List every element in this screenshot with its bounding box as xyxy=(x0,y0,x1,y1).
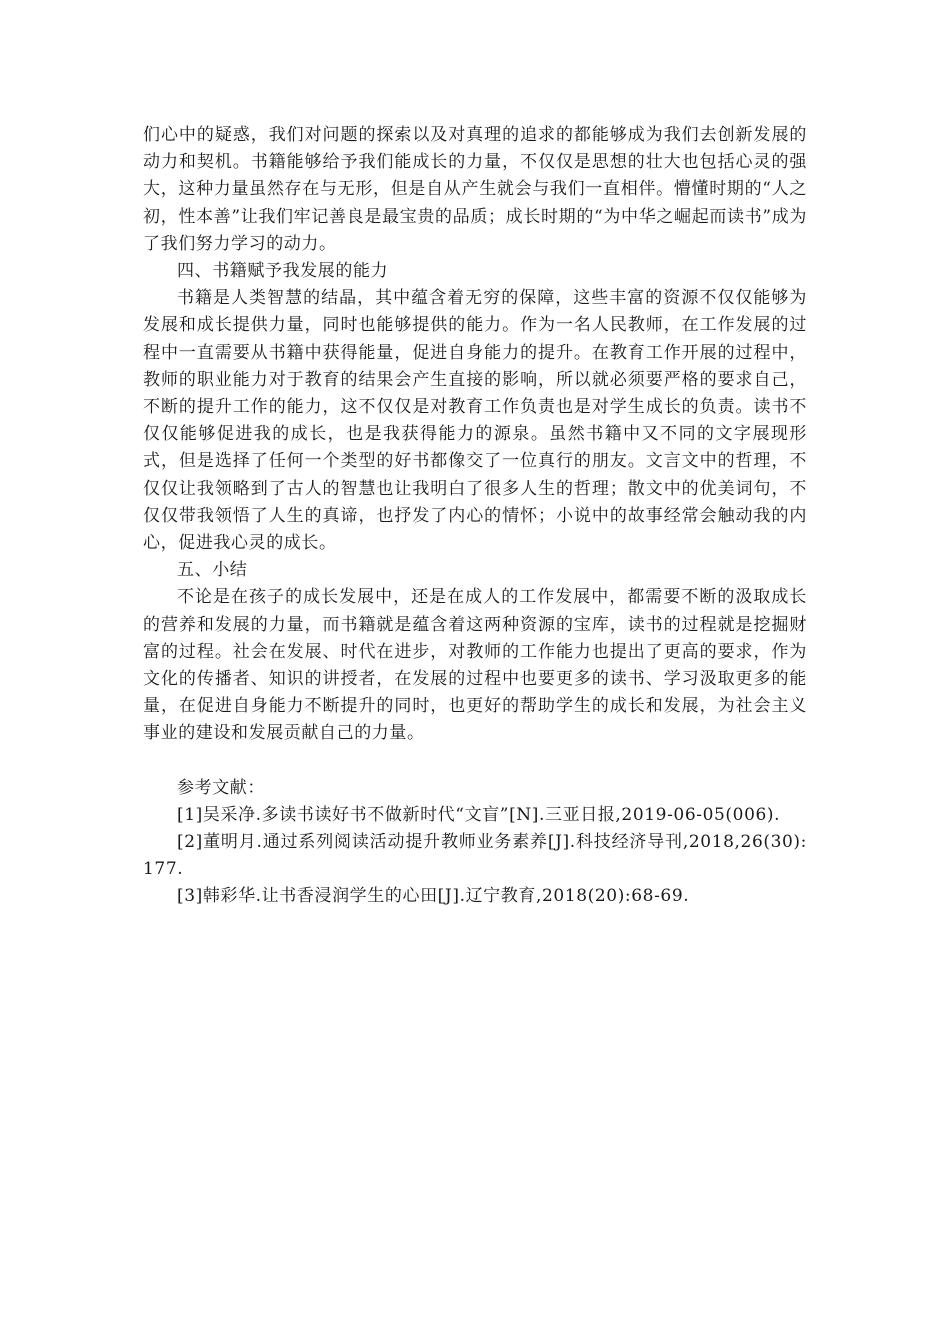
reference-item-1: [1]吴采净.多读书读好书不做新时代“文盲”[N].三亚日报,2019-06-05(006). xyxy=(177,804,781,825)
body-paragraph-summary: 不论是在孩子的成长发展中，还是在成人的工作发展中，都需要不断的汲取成长的营养和发展的力量，而书籍就是蕴含着这两种资源的宝库，读书的过程就是挖掘财富的过程。社会在发展、时代在进步，对教师的工作能力也提出了更高的要求，作为文化的传播者、知识的讲授者，在发展的过程中也要更多的读书、学习汲取更多的能量，在促进自身能力不断提升的同时，也更好的帮助学生的成长和发展，为社会主义事业的建设和发展贡献自己的力量。 xyxy=(143,587,807,744)
section-spacer xyxy=(143,748,807,775)
body-paragraph-continued: 们心中的疑惑，我们对问题的探索以及对真理的追求的都能够成为我们去创新发展的动力和契机。书籍能够给予我们能成长的力量，不仅仅是思想的壮大也包括心灵的强大，这种力量虽然存在与无形，但是自从产生就会与我们一直相伴。懵懂时期的“人之初，性本善”让我们牢记善良是最宝贵的品质；成长时期的“为中华之崛起而读书”成为了我们努力学习的动力。 xyxy=(143,125,807,254)
section-heading-5: 五、小结 xyxy=(177,560,248,581)
reference-item-2: [2]董明月.通过系列阅读活动提升教师业务素养[J].科技经济导刊,2018,26(30):177. xyxy=(143,832,807,880)
references-title: 参考文献： xyxy=(177,777,265,798)
reference-item-3: [3]韩彩华.让书香浸润学生的心田[J].辽宁教育,2018(20):68-69. xyxy=(177,886,690,907)
section-heading-4: 四、书籍赋予我发展的能力 xyxy=(177,261,389,282)
body-paragraph-section-4: 书籍是人类智慧的结晶，其中蕴含着无穷的保障，这些丰富的资源不仅仅能够为发展和成长提供力量，同时也能够提供的能力。作为一名人民教师，在工作发展的过程中一直需要从书籍中获得能量，促进自身能力的提升。在教育工作开展的过程中，教师的职业能力对于教育的结果会产生直接的影响，所以就必须要严格的要求自己，不断的提升工作的能力，这不仅仅是对教育工作负责也是对学生成长的负责。读书不仅仅能够促进我的成长，也是我获得能力的源泉。虽然书籍中又不同的文字展现形式，但是选择了任何一个类型的好书都像交了一位真行的朋友。文言文中的哲理，不仅仅让我领略到了古人的智慧也让我明白了很多人生的哲理；散文中的优美词句，不仅仅带我领悟了人生的真谛，也抒发了内心的情怀；小说中的故事经常会触动我的内心，促进我心灵的成长。 xyxy=(143,288,807,554)
document-page xyxy=(143,122,807,911)
